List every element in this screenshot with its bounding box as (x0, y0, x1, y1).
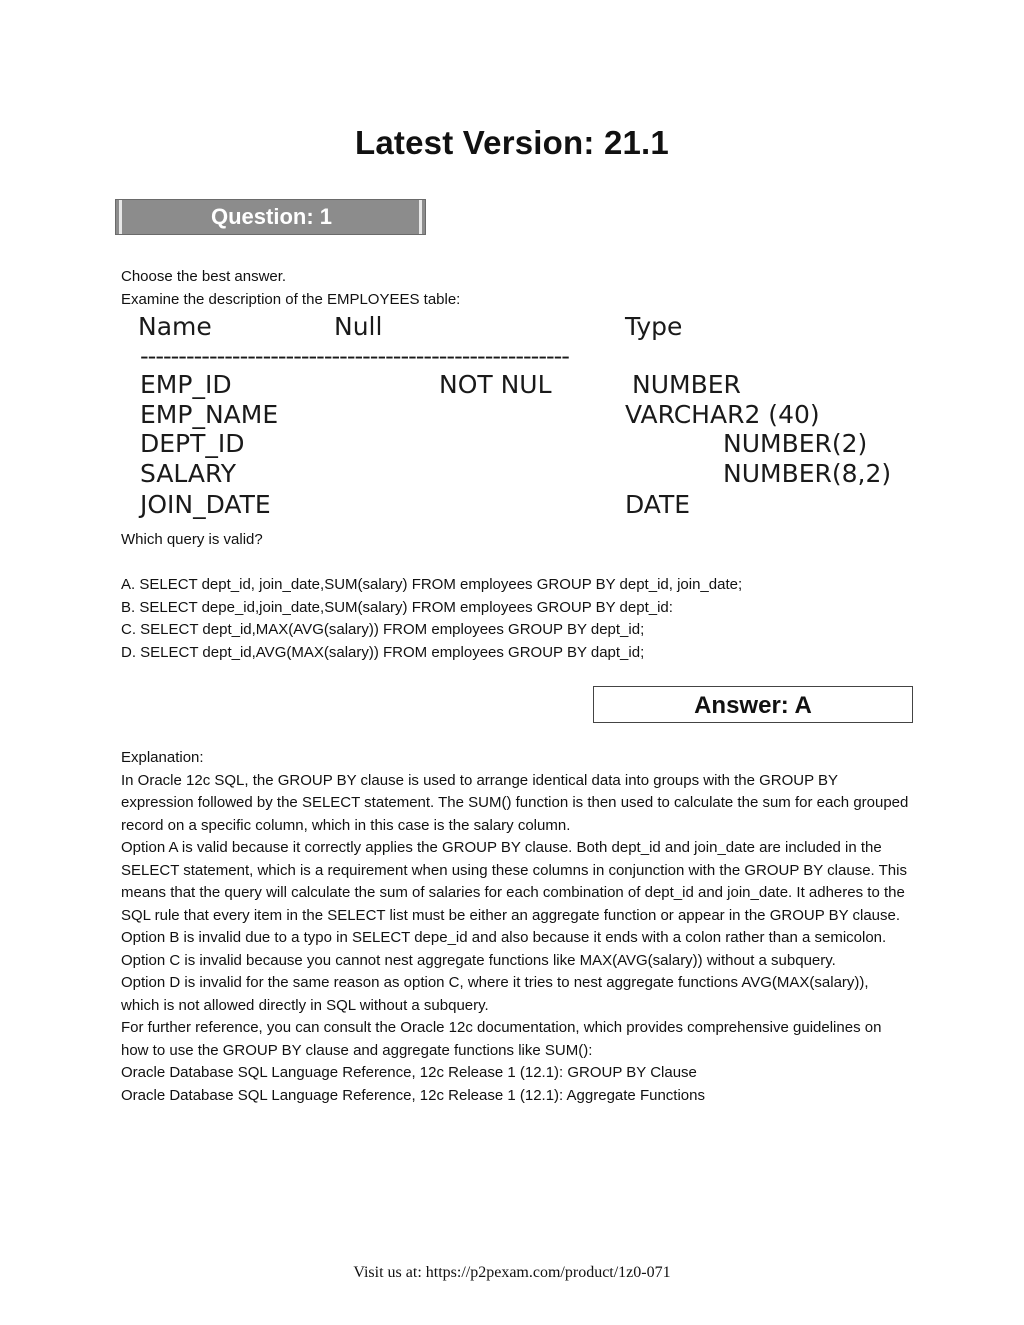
schema-row (130, 429, 910, 459)
intro-line: Examine the description of the EMPLOYEES table: (121, 290, 461, 308)
schema-row-name: JOIN_DATE (140, 490, 271, 519)
schema-row (130, 490, 910, 520)
intro-text (121, 266, 460, 311)
schema-row (130, 400, 910, 430)
schema-row-name: EMP_ID (140, 370, 232, 399)
reference-line: Oracle Database SQL Language Reference, 12c Release 1 (12.1): Aggregate Functions (121, 1086, 705, 1104)
option-b: B. SELECT depe_id,join_date,SUM(salary) FROM employees GROUP BY dept_id: (121, 598, 673, 616)
reference-line: Oracle Database SQL Language Reference, 12c Release 1 (12.1): GROUP BY Clause (121, 1064, 697, 1081)
question-label: Question: 1 (210, 204, 332, 229)
schema-row-null: NOT NUL (439, 370, 552, 399)
question-text: Which query is valid? (121, 531, 263, 548)
explanation-paragraph: Option B is invalid due to a typo in SELECT depe_id and also because it ends with a colon rather than a semicolon. (121, 929, 887, 946)
schema-row-type: NUMBER (632, 370, 741, 399)
schema-header-null: Null (334, 312, 383, 341)
schema-header-row (130, 312, 910, 342)
option-a: A. SELECT dept_id, join_date,SUM(salary) FROM employees GROUP BY dept_id, join_date; (121, 576, 743, 593)
schema-header-name: Name (138, 312, 212, 341)
employees-table-description (130, 312, 910, 528)
explanation-section (121, 747, 911, 1107)
schema-row-type: VARCHAR2 (40) (625, 400, 820, 429)
schema-row-name: SALARY (140, 459, 237, 488)
schema-row-name: EMP_NAME (140, 400, 279, 429)
page-title: Latest Version: 21.1 (355, 124, 669, 161)
footer-link[interactable]: Visit us at: https://p2pexam.com/product/1z0-071 (353, 1264, 671, 1281)
schema-header-type: Type (625, 312, 683, 341)
option-c: C. SELECT dept_id,MAX(AVG(salary)) FROM employees GROUP BY dept_id; (121, 621, 645, 638)
explanation-paragraph: In Oracle 12c SQL, the GROUP BY clause is used to arrange identical data into groups with the GROUP BY expression followed by the SELECT statement. The SUM() function is then used to calculate the sum for each grouped record on a specific column, which in this case is the salary column. (121, 771, 909, 834)
schema-row-type: DATE (625, 490, 691, 519)
explanation-paragraph: For further reference, you can consult the Oracle 12c documentation, which provides comprehensive guidelines on how to use the GROUP BY clause and aggregate functions like SUM(): (121, 1019, 882, 1059)
schema-row (130, 459, 910, 489)
question-header (115, 199, 426, 235)
schema-row-type: NUMBER(8,2) (723, 459, 892, 488)
option-d: D. SELECT dept_id,AVG(MAX(salary)) FROM employees GROUP BY dapt_id; (121, 643, 645, 661)
answer-badge: Answer: A (593, 686, 913, 723)
explanation-label: Explanation: (121, 749, 204, 766)
explanation-paragraph: Option A is valid because it correctly applies the GROUP BY clause. Both dept_id and join_date are included in the SELECT statement, which is a requirement when using these columns in conjunction with the GROUP BY clause. This means that the query will calculate the sum of salaries for each combination of dept_id and join_date. It adheres to the SQL rule that every item in the SELECT list must be either an aggregate function or appear in the GROUP BY clause. (121, 839, 907, 924)
explanation-paragraph: Option D is invalid for the same reason as option C, where it tries to nest aggregate functions AVG(MAX(salary)), which is not allowed directly in SQL without a subquery. (121, 974, 869, 1014)
answer-options (121, 574, 742, 664)
schema-row (130, 370, 910, 400)
schema-row-type: NUMBER(2) (723, 429, 868, 458)
schema-row-name: DEPT_ID (140, 429, 245, 458)
intro-line: Choose the best answer. (121, 268, 287, 285)
schema-divider: -------------------------------------------------------- (140, 342, 569, 370)
explanation-paragraph: Option C is invalid because you cannot nest aggregate functions like MAX(AVG(salary)) without a subquery. (121, 951, 836, 969)
